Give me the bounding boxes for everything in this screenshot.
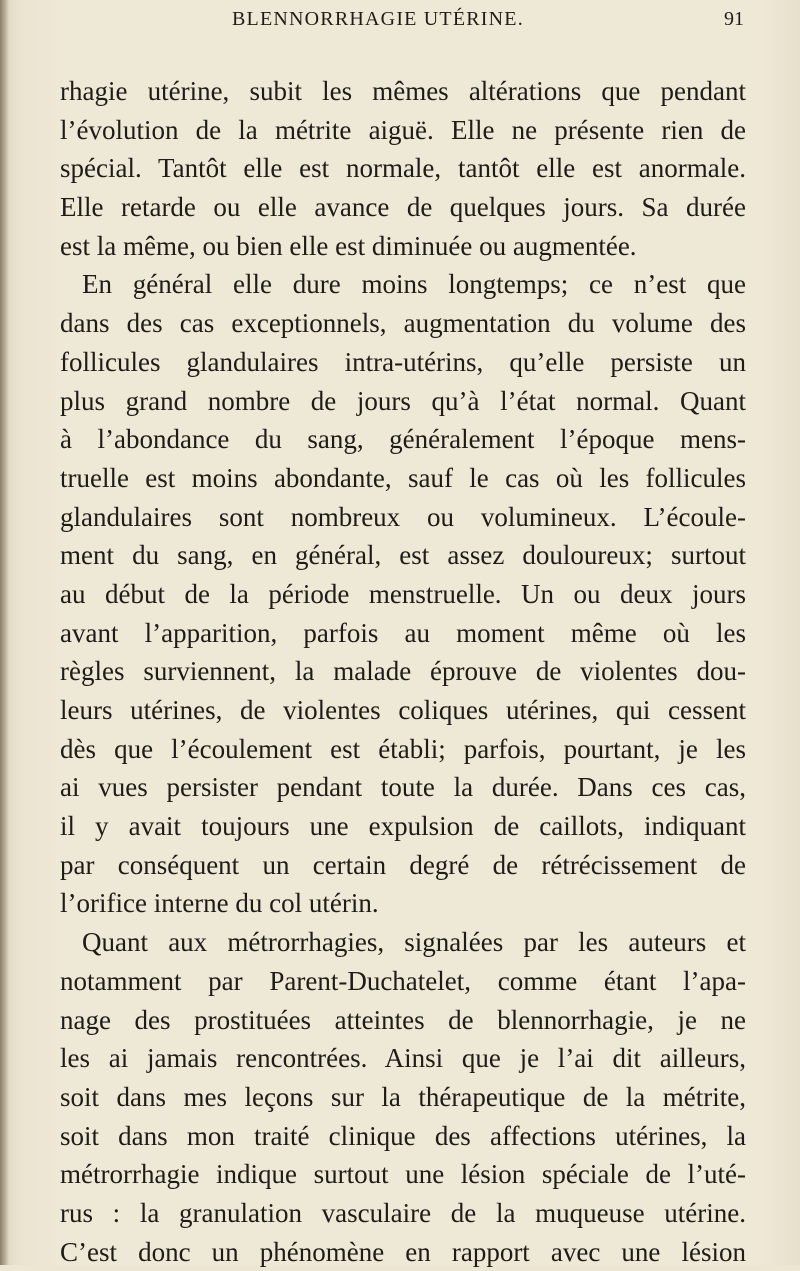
text-line: ment du sang, en général, est assez douloureux; surtout <box>60 540 746 571</box>
text-line: follicules glandulaires intra-utérins, qu’elle persiste un <box>60 346 746 377</box>
text-line: truelle est moins abondante, sauf le cas où les follicules <box>60 462 746 493</box>
text-line: rhagie utérine, subit les mêmes altérations que pendant <box>60 76 746 106</box>
text-line: spécial. Tantôt elle est normale, tantôt elle est anormale. <box>60 153 746 184</box>
running-title: BLENNORRHAGIE UTÉRINE. <box>232 8 524 30</box>
text-line: Elle retarde ou elle avance de quelques jours. Sa durée <box>60 192 746 223</box>
text-line: est la même, ou bien elle est diminuée ou augmentée. <box>60 230 637 261</box>
paragraph-start-line: Quant aux métrorrhagies, signalées par les auteurs et <box>82 927 746 958</box>
text-line: métrorrhagie indique surtout une lésion spéciale de l’uté- <box>60 1159 746 1190</box>
binding-edge <box>0 0 9 1265</box>
text-line: leurs utérines, de violentes coliques utérines, qui cessent <box>60 695 746 725</box>
text-line: l’évolution de la métrite aiguë. Elle ne présente rien de <box>60 114 746 145</box>
text-line: à l’abondance du sang, généralement l’époque mens- <box>60 424 746 455</box>
text-line: l’orifice interne du col utérin. <box>60 888 379 919</box>
text-line: plus grand nombre de jours qu’à l’état normal. Quant <box>60 385 746 416</box>
text-line: glandulaires sont nombreux ou volumineux. L’écoule- <box>60 501 746 532</box>
text-line: avant l’apparition, parfois au moment même où les <box>60 617 746 648</box>
text-line: nage des prostituées atteintes de blennorrhagie, je ne <box>60 1004 746 1035</box>
text-line: règles surviennent, la malade éprouve de violentes dou- <box>60 656 746 687</box>
text-line: soit dans mes leçons sur la thérapeutique de la métrite, <box>60 1081 746 1112</box>
text-line: C’est donc un phénomène en rapport avec une lésion <box>60 1236 746 1267</box>
text-line: dans des cas exceptionnels, augmentation du volume des <box>60 308 746 339</box>
text-line: notamment par Parent-Duchatelet, comme étant l’apa- <box>60 965 746 996</box>
text-line: au début de la période menstruelle. Un ou deux jours <box>60 578 746 609</box>
text-line: rus : la granulation vasculaire de la muqueuse utérine. <box>60 1197 746 1228</box>
text-line: les ai jamais rencontrées. Ainsi que je l’ai dit ailleurs, <box>60 1043 746 1074</box>
text-line: par conséquent un certain degré de rétrécissement de <box>60 849 746 880</box>
text-line: soit dans mon traité clinique des affections utérines, la <box>60 1120 746 1151</box>
text-line: dès que l’écoulement est établi; parfois, pourtant, je les <box>60 733 746 764</box>
paragraph-start-line: En général elle dure moins longtemps; ce n’est que <box>82 269 746 300</box>
text-line: ai vues persister pendant toute la durée. Dans ces cas, <box>60 772 746 803</box>
page-number: 91 <box>724 8 744 30</box>
body-text <box>60 72 746 1271</box>
page-header <box>232 8 744 42</box>
text-line: il y avait toujours une expulsion de caillots, indiquant <box>60 811 746 842</box>
